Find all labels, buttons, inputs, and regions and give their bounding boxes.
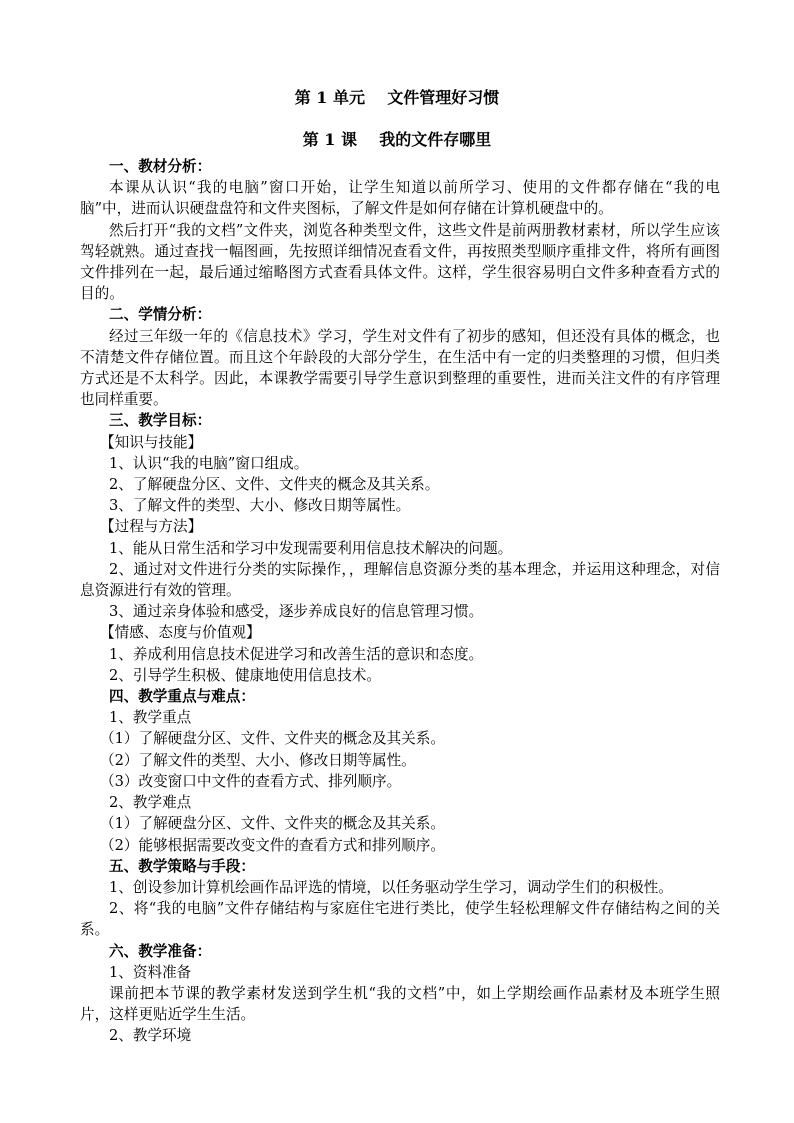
numbered-item: 3、通过亲身体验和感受，逐步养成良好的信息管理习惯。 — [109, 603, 484, 621]
numbered-item: 2、教学环境 — [109, 1027, 192, 1045]
lesson-title: 第 1 课 我的文件存哪里 — [302, 130, 492, 149]
numbered-item: 1、养成利用信息技术促进学习和改善生活的意识和态度。 — [109, 645, 484, 663]
numbered-item: 3、了解文件的类型、大小、修改日期等属性。 — [109, 497, 411, 515]
unit-title: 第 1 单元 文件管理好习惯 — [294, 88, 500, 107]
sub-item: （2）了解文件的类型、大小、修改日期等属性。 — [100, 751, 416, 769]
subsection-label: 【过程与方法】 — [100, 518, 203, 536]
section-heading: 二、学情分析： — [109, 306, 212, 324]
section-heading: 四、教学重点与难点： — [109, 688, 255, 706]
numbered-item: 2、了解硬盘分区、文件、文件夹的概念及其关系。 — [109, 476, 440, 494]
subsection-label: 【情感、态度与价值观】 — [100, 624, 261, 642]
paragraph: 经过三年级一年的《信息技术》学习，学生对文件有了初步的感知，但还没有具体的概念，也不清楚文件存储位置。而且这个年龄段的大部分学生，在生活中有一定的归类整理的习惯，但归类方式还是不太科学。因此，本课教学需要引导学生意识到整理的重要性，进而关注文件的有序管理也同样重要。 — [80, 327, 720, 409]
numbered-item: 2、通过对文件进行分类的实际操作，，理解信息资源分类的基本理念，并运用这种理念，对信息资源进行有效的管理。 — [80, 560, 720, 600]
numbered-item: 2、将“我的电脑”文件存储结构与家庭住宅进行类比，使学生轻松理解文件存储结构之间的关系。 — [80, 900, 720, 939]
numbered-item: 1、能从日常生活和学习中发现需要利用信息技术解决的问题。 — [109, 539, 513, 557]
document-body — [80, 156, 720, 1047]
section-heading: 六、教学准备： — [109, 942, 212, 960]
section-heading: 一、教材分析： — [109, 158, 212, 175]
paragraph: 然后打开“我的文档”文件夹，浏览各种类型文件，这些文件是前两册教材素材，所以学生应该驾轻就熟。通过查找一幅图画，先按照详细情况查看文件，再按照类型顺序重排文件，将所有画图文件排列在一起，最后通过缩略图方式查看具体文件。这样，学生很容易明白文件多种查看方式的目的。 — [80, 221, 720, 303]
sub-item: （1）了解硬盘分区、文件、文件夹的概念及其关系。 — [100, 730, 445, 748]
numbered-item: 1、教学重点 — [109, 709, 192, 727]
sub-item: （1）了解硬盘分区、文件、文件夹的概念及其关系。 — [100, 815, 445, 833]
paragraph: 课前把本节课的教学素材发送到学生机“我的文档”中，如上学期绘画作品素材及本班学生照片，这样更贴近学生生活。 — [80, 984, 720, 1024]
numbered-item: 1、资料准备 — [109, 963, 192, 981]
sub-item: （2）能够根据需要改变文件的查看方式和排列顺序。 — [100, 836, 445, 854]
section-heading: 三、教学目标： — [109, 412, 212, 430]
paragraph: 本课从认识“我的电脑”窗口开始，让学生知道以前所学习、使用的文件都存储在“我的电脑”中，进而认识硬盘盘符和文件夹图标，了解文件是如何存储在计算机硬盘中的。 — [80, 179, 720, 218]
numbered-item: 2、引导学生积极、健康地使用信息技术。 — [109, 666, 381, 684]
numbered-item: 1、认识“我的电脑”窗口组成。 — [109, 454, 309, 472]
numbered-item: 2、教学难点 — [109, 794, 192, 812]
section-heading: 五、教学策略与手段： — [109, 857, 255, 875]
numbered-item: 1、创设参加计算机绘画作品评选的情境，以任务驱动学生学习，调动学生们的积极性。 — [109, 878, 673, 896]
subsection-label: 【知识与技能】 — [100, 433, 203, 451]
sub-item: （3）改变窗口中文件的查看方式、排列顺序。 — [100, 772, 402, 790]
